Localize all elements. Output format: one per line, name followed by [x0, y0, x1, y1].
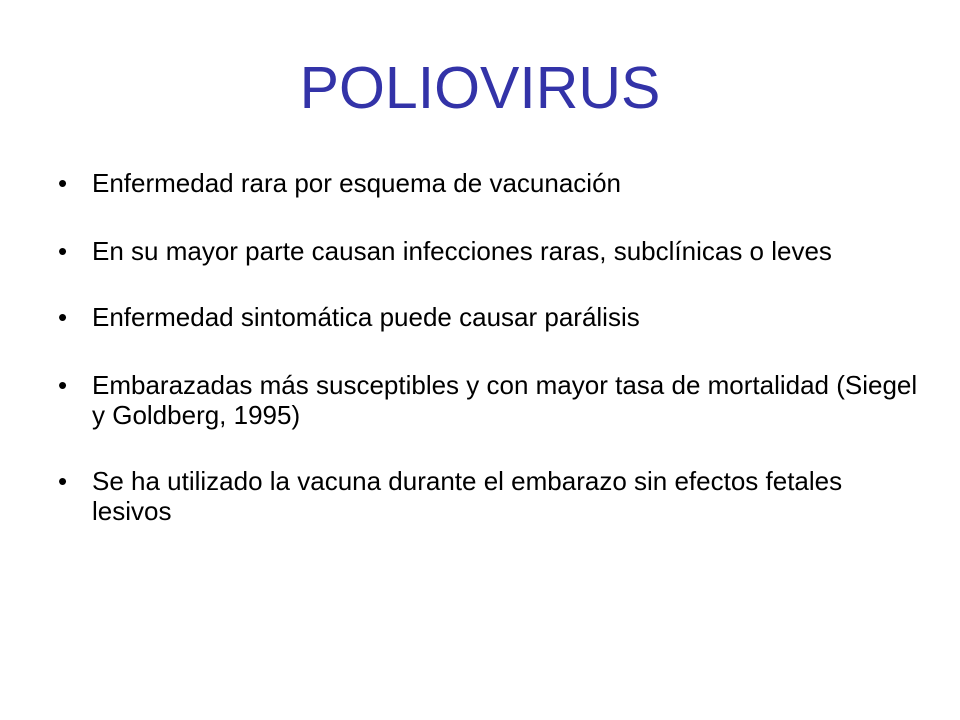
- bullet-text: Embarazadas más susceptibles y con mayor tasa de mortalidad (Siegel y Goldberg, 1995): [92, 370, 918, 430]
- bullet-list: [58, 168, 918, 562]
- bullet-dot-icon: •: [58, 236, 68, 266]
- bullet-item: [58, 168, 918, 198]
- bullet-item: [58, 236, 918, 266]
- bullet-dot-icon: •: [58, 370, 68, 400]
- bullet-item: [58, 302, 918, 332]
- bullet-text: En su mayor parte causan infecciones raras, subclínicas o leves: [92, 236, 832, 266]
- bullet-dot-icon: •: [58, 168, 68, 198]
- slide-title: POLIOVIRUS: [299, 55, 661, 121]
- bullet-text: Enfermedad sintomática puede causar parálisis: [92, 302, 640, 332]
- bullet-item: [58, 466, 918, 526]
- bullet-item: [58, 370, 918, 430]
- bullet-dot-icon: •: [58, 466, 68, 496]
- bullet-dot-icon: •: [58, 302, 68, 332]
- bullet-text: Se ha utilizado la vacuna durante el embarazo sin efectos fetales lesivos: [92, 466, 843, 526]
- bullet-text: Enfermedad rara por esquema de vacunación: [92, 168, 621, 198]
